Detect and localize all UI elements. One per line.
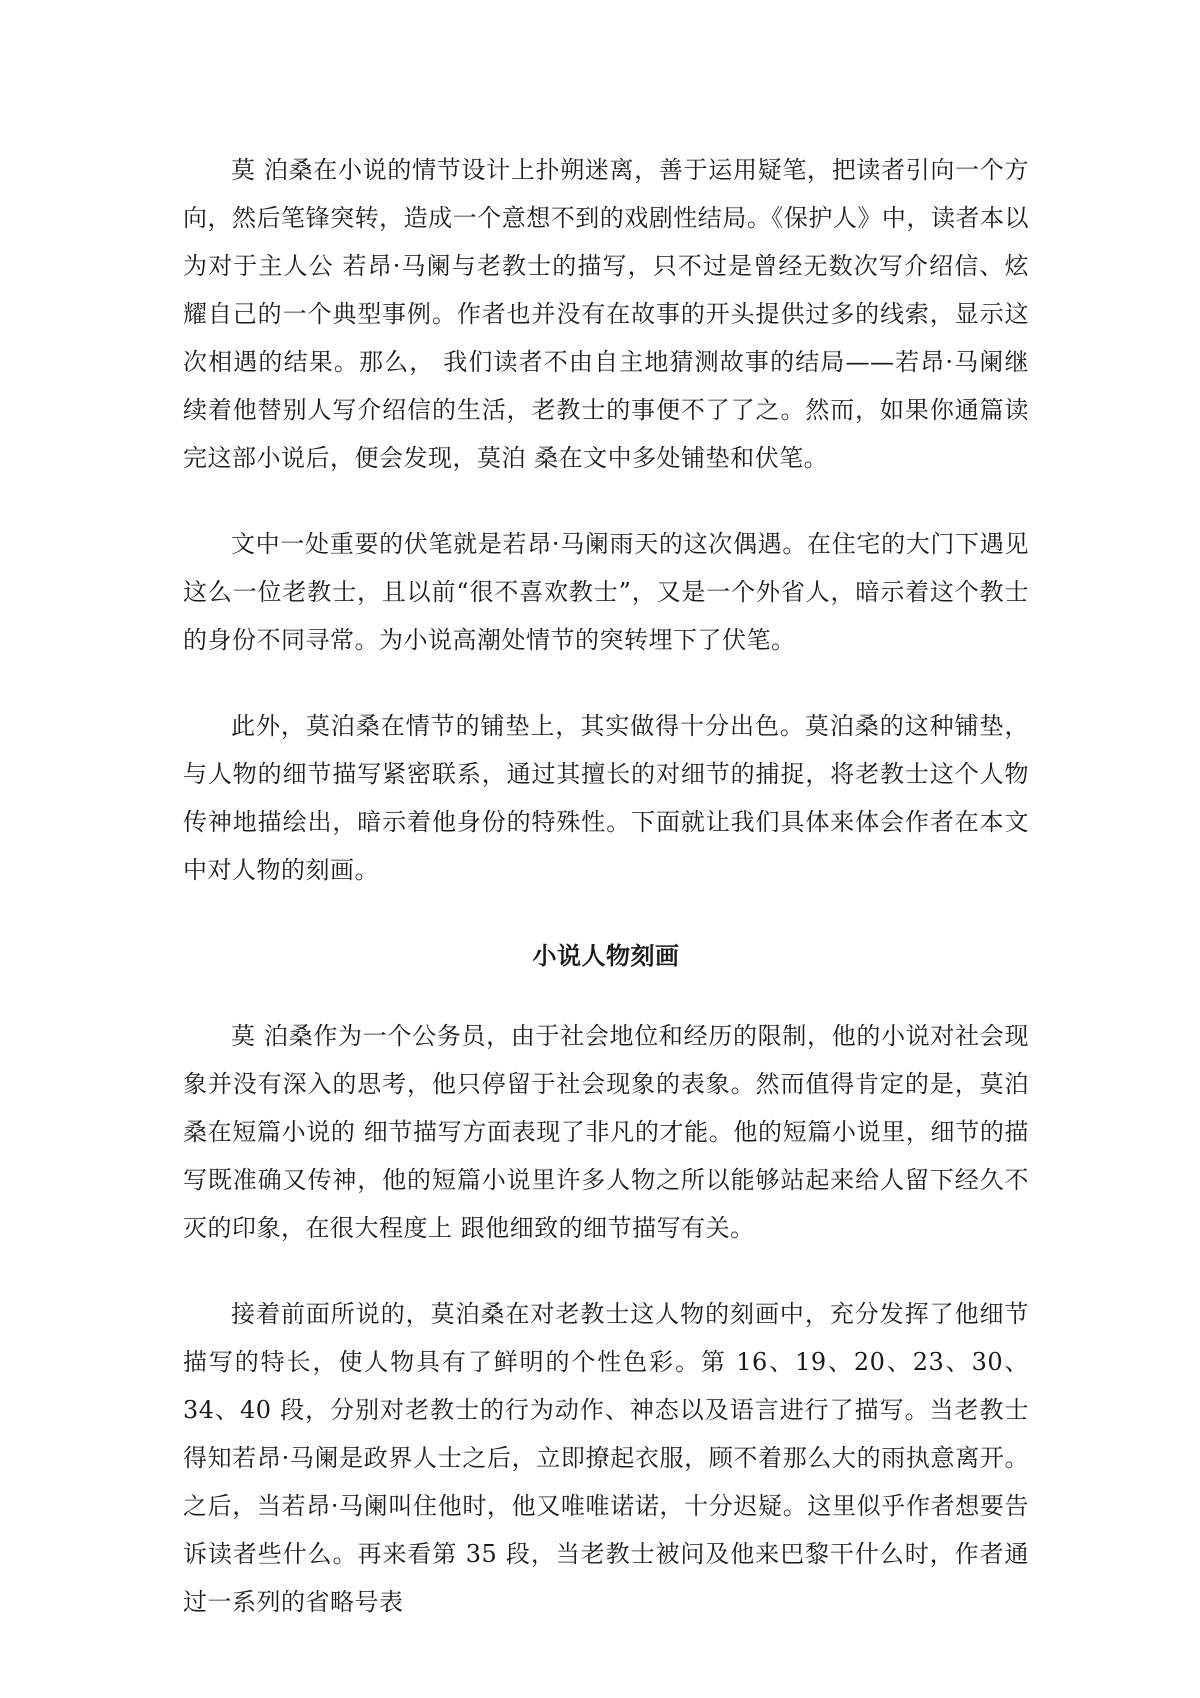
- paragraph-character-portrayal: 接着前面所说的，莫泊桑在对老教士这人物的刻画中，充分发挥了他细节描写的特长，使人物具有了鲜明的个性色彩。第 16、19、20、23、30、34、40 段，分别对老教士的行为动作、神态以及语言进行了描写。当老教士得知若昂·马阑是政界人士之后，立即撩起衣服，顾不着那么大的雨执意离开。之后，当若昂·马阑叫住他时，他又唯唯诺诺，十分迟疑。这里似乎作者想要告诉读者些什么。再来看第 35 段，当老教士被问及他来巴黎干什么时，作者通过一系列的省略号表: [183, 1300, 1029, 1616]
- section-heading: 小说人物刻画: [532, 942, 680, 970]
- paragraph-detail-writing: 莫 泊桑作为一个公务员，由于社会地位和经历的限制，他的小说对社会现象并没有深入的思考，他只停留于社会现象的表象。然而值得肯定的是，莫泊桑在短篇小说的 细节描写方面表现了非凡的才能。他的短篇小说里，细节的描写既准确又传神，他的短篇小说里许多人物之所以能够站起来给人留下经久不灭的印象，在很大程度上 跟他细致的细节描写有关。: [183, 1022, 1029, 1242]
- paragraph-foreshadowing: 文中一处重要的伏笔就是若昂·马阑雨天的这次偶遇。在住宅的大门下遇见这么一位老教士，且以前“很不喜欢教士”，又是一个外省人，暗示着这个教士的身份不同寻常。为小说高潮处情节的突转埋下了伏笔。: [183, 530, 1029, 654]
- paragraph-plot-setup: 此外，莫泊桑在情节的铺垫上，其实做得十分出色。莫泊桑的这种铺垫，与人物的细节描写紧密联系，通过其擅长的对细节的捕捉，将老教士这个人物传神地描绘出，暗示着他身份的特殊性。下面就让我们具体来体会作者在本文中对人物的刻画。: [183, 712, 1029, 884]
- document-body: [183, 146, 1029, 1664]
- paragraph-plot-design: 莫 泊桑在小说的情节设计上扑朔迷离，善于运用疑笔，把读者引向一个方向，然后笔锋突转，造成一个意想不到的戏剧性结局。《保护人》中，读者本以为对于主人公 若昂·马阑与老教士的描写，只不过是曾经无数次写介绍信、炫耀自己的一个典型事例。作者也并没有在故事的开头提供过多的线索，显示这次相遇的结果。那么， 我们读者不由自主地猜测故事的结局——若昂·马阑继续着他替别人写介绍信的生活，老教士的事便不了了之。然而，如果你通篇读完这部小说后，便会发现，莫泊 桑在文中多处铺垫和伏笔。: [183, 156, 1029, 472]
